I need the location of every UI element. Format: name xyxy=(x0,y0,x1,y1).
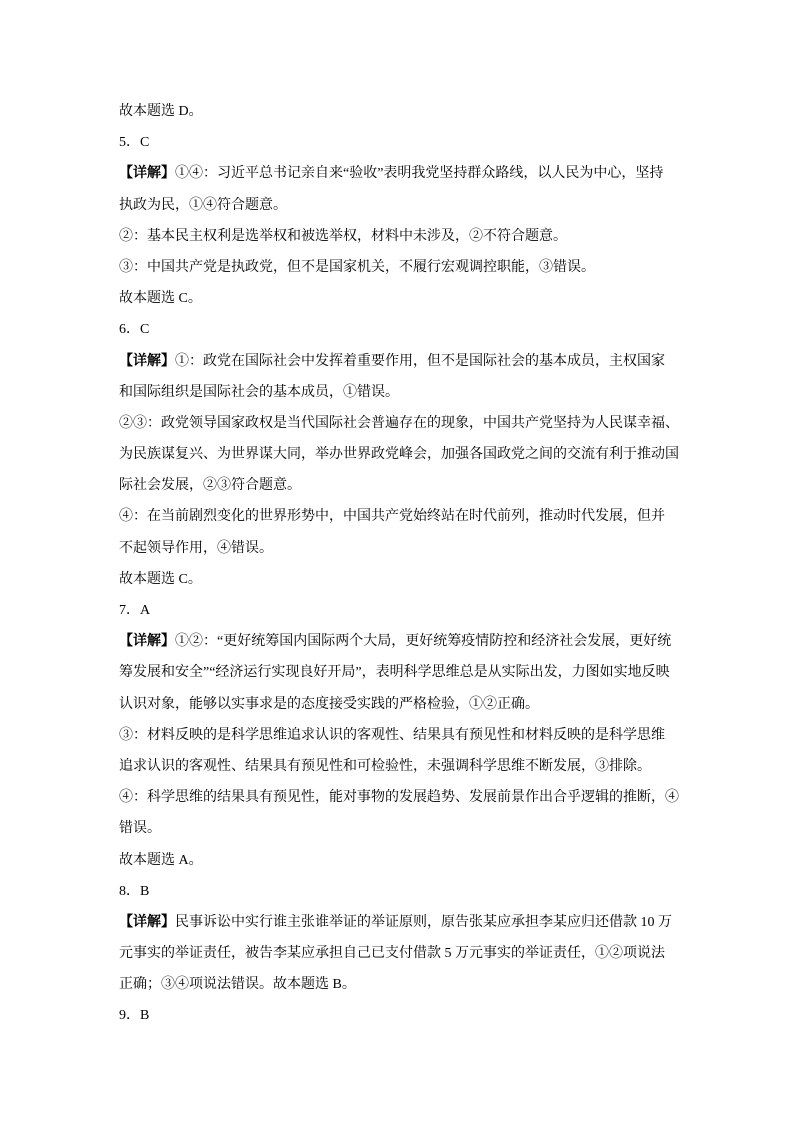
answer-number xyxy=(119,127,719,158)
explanation-line xyxy=(119,657,719,688)
line-text: 7．A xyxy=(119,603,151,618)
answer-number xyxy=(119,876,719,907)
explanation-line xyxy=(119,252,719,283)
explanation-line xyxy=(119,626,719,657)
explanation-line xyxy=(119,720,719,751)
line-text: 8．B xyxy=(119,883,150,899)
explanation-line xyxy=(119,938,719,969)
explanation-label: 【详解】 xyxy=(119,634,175,650)
line-text: 不起领导作用，④错误。 xyxy=(119,540,273,556)
explanation-line xyxy=(119,158,719,189)
explanation-line xyxy=(119,501,719,532)
explanation-label: 【详解】 xyxy=(119,914,175,930)
explanation-line xyxy=(119,470,719,501)
line-text: 执政为民，①④符合题意。 xyxy=(119,197,287,213)
line-text: ④：科学思维的结果具有预见性，能对事物的发展趋势、发展前景作出合乎逻辑的推断，④ xyxy=(119,790,679,806)
line-text: ③：中国共产党是执政党，但不是国家机关，不履行宏观调控职能，③错误。 xyxy=(119,259,595,275)
conclusion-line xyxy=(119,845,719,876)
line-text: 元事实的举证责任，被告李某应承担自己已支付借款 5 万元事实的举证责任，①②项说法 xyxy=(119,946,665,962)
line-text: 际社会发展，②③符合题意。 xyxy=(119,478,301,494)
explanation-line xyxy=(119,689,719,720)
answer-number xyxy=(119,1000,719,1031)
answer-number xyxy=(119,595,719,626)
line-text: 9．B xyxy=(119,1008,150,1024)
line-text: 正确；③④项说法错误。故本题选 B。 xyxy=(119,977,356,993)
explanation-line xyxy=(119,439,719,470)
explanation-line xyxy=(119,907,719,938)
line-text: ①②：“更好统筹国内国际两个大局，更好统筹疫情防控和经济社会发展，更好统 xyxy=(175,634,672,650)
line-text: 错误。 xyxy=(119,821,161,837)
explanation-line xyxy=(119,969,719,1000)
line-text: 5．C xyxy=(119,135,150,151)
explanation-line xyxy=(119,377,719,408)
line-text: 故本题选 D。 xyxy=(119,104,203,119)
explanation-line xyxy=(119,782,719,813)
answer-number xyxy=(119,314,719,345)
line-text: 故本题选 A。 xyxy=(119,852,203,868)
line-text: 为民族谋复兴、为世界谋大同，举办世界政党峰会，加强各国政党之间的交流有利于推动国 xyxy=(119,447,679,463)
line-text: 故本题选 C。 xyxy=(119,571,202,587)
line-text: 6．C xyxy=(119,322,150,338)
line-text: 故本题选 C。 xyxy=(119,291,202,307)
line-text: ①④：习近平总书记亲自来“验收”表明我党坚持群众路线，以人民为中心，坚持 xyxy=(175,166,664,182)
line-text: 追求认识的客观性、结果具有预见性和可检验性，未强调科学思维不断发展，③排除。 xyxy=(119,758,651,774)
line-text: 民事诉讼中实行谁主张谁举证的举证原则，原告张某应承担李某应归还借款 10 万 xyxy=(175,914,672,930)
explanation-line xyxy=(119,813,719,844)
conclusion-line xyxy=(119,564,719,595)
explanation-label: 【详解】 xyxy=(119,353,175,369)
explanation-line xyxy=(119,751,719,782)
explanation-line xyxy=(119,533,719,564)
explanation-line xyxy=(119,408,719,439)
line-text: ④：在当前剧烈变化的世界形势中，中国共产党始终站在时代前列，推动时代发展，但并 xyxy=(119,509,665,525)
line-text: ②③：政党领导国家政权是当代国际社会普遍存在的现象，中国共产党坚持为人民谋幸福、 xyxy=(119,415,679,431)
explanation-label: 【详解】 xyxy=(119,166,175,182)
line-text: 筹发展和安全”“经济运行实现良好开局”，表明科学思维总是从实际出发，力图如实地反映 xyxy=(119,665,670,681)
line-text: ①：政党在国际社会中发挥着重要作用，但不是国际社会的基本成员，主权国家 xyxy=(175,353,665,369)
conclusion-line xyxy=(119,283,719,314)
explanation-line xyxy=(119,221,719,252)
answer-key-page xyxy=(119,96,719,1032)
line-text: 认识对象，能够以实事求是的态度接受实践的严格检验，①②正确。 xyxy=(119,696,539,712)
line-text: ③：材料反映的是科学思维追求认识的客观性、结果具有预见性和材料反映的是科学思维 xyxy=(119,727,665,743)
line-text: 和国际组织是国际社会的基本成员，①错误。 xyxy=(119,384,399,400)
explanation-line xyxy=(119,190,719,221)
line-text: ②：基本民主权利是选举权和被选举权，材料中未涉及，②不符合题意。 xyxy=(119,228,567,244)
conclusion-line xyxy=(119,96,719,127)
explanation-line xyxy=(119,346,719,377)
